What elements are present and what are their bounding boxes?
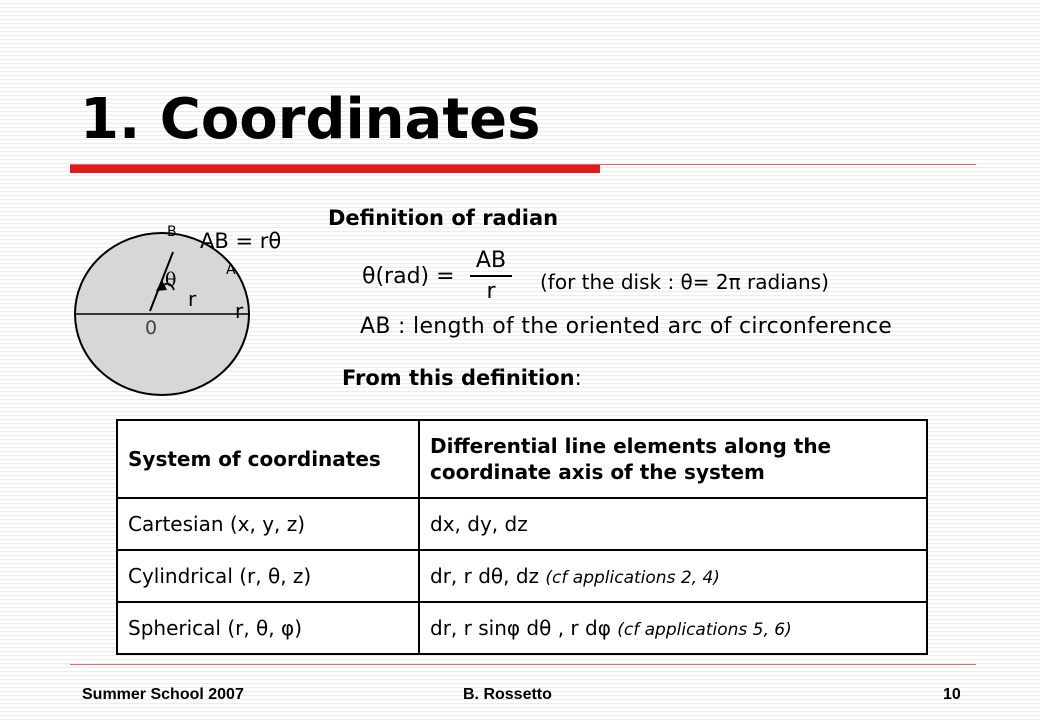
label-b: B bbox=[167, 224, 177, 240]
table-row bbox=[117, 550, 927, 602]
formula-lhs: θ(rad) = bbox=[362, 264, 455, 289]
fraction-bar bbox=[470, 275, 512, 277]
cell-system: Cylindrical (r, θ, z) bbox=[117, 550, 419, 602]
elements-text: dr, r sinφ dθ , r dφ bbox=[430, 616, 611, 640]
cell-elements bbox=[419, 498, 927, 550]
label-r-inner: r bbox=[188, 287, 197, 311]
label-theta: θ bbox=[165, 269, 177, 291]
from-definition-colon: : bbox=[574, 366, 582, 390]
formula-numerator: AB bbox=[475, 248, 507, 273]
cell-system: Cartesian (x, y, z) bbox=[117, 498, 419, 550]
title-accent-bar bbox=[70, 165, 600, 173]
cell-elements bbox=[419, 550, 927, 602]
table-header-row bbox=[117, 420, 927, 498]
disk-note: (for the disk : θ= 2π radians) bbox=[540, 270, 829, 294]
elements-text: dx, dy, dz bbox=[430, 512, 528, 536]
application-note: (cf applications 2, 4) bbox=[545, 568, 720, 588]
elements-text: dr, r dθ, dz bbox=[430, 564, 540, 588]
label-origin: 0 bbox=[145, 317, 158, 339]
formula-denominator: r bbox=[486, 279, 496, 304]
header-system: System of coordinates bbox=[117, 420, 419, 498]
definition-heading: Definition of radian bbox=[328, 206, 559, 230]
from-definition-text: From this definition bbox=[342, 366, 575, 390]
coordinates-table bbox=[116, 419, 928, 655]
label-a: A bbox=[226, 262, 236, 278]
page-number: 10 bbox=[943, 686, 961, 703]
arc-formula: AB = rθ bbox=[200, 229, 282, 253]
table-row bbox=[117, 498, 927, 550]
cell-elements bbox=[419, 602, 927, 654]
application-note: (cf applications 5, 6) bbox=[617, 620, 792, 640]
footer-event: Summer School 2007 bbox=[82, 686, 244, 703]
arc-definition: AB : length of the oriented arc of circonference bbox=[360, 314, 893, 339]
slide-title: 1. Coordinates bbox=[80, 87, 541, 152]
formula-fraction bbox=[470, 248, 512, 305]
header-elements: Differential line elements along the coordinate axis of the system bbox=[419, 420, 927, 498]
label-r-outer: r bbox=[235, 299, 244, 323]
footer-author: B. Rossetto bbox=[463, 686, 552, 703]
from-definition bbox=[342, 366, 582, 390]
cell-system: Spherical (r, θ, φ) bbox=[117, 602, 419, 654]
table-row bbox=[117, 602, 927, 654]
radian-diagram bbox=[70, 210, 320, 400]
footer-divider bbox=[70, 664, 976, 665]
